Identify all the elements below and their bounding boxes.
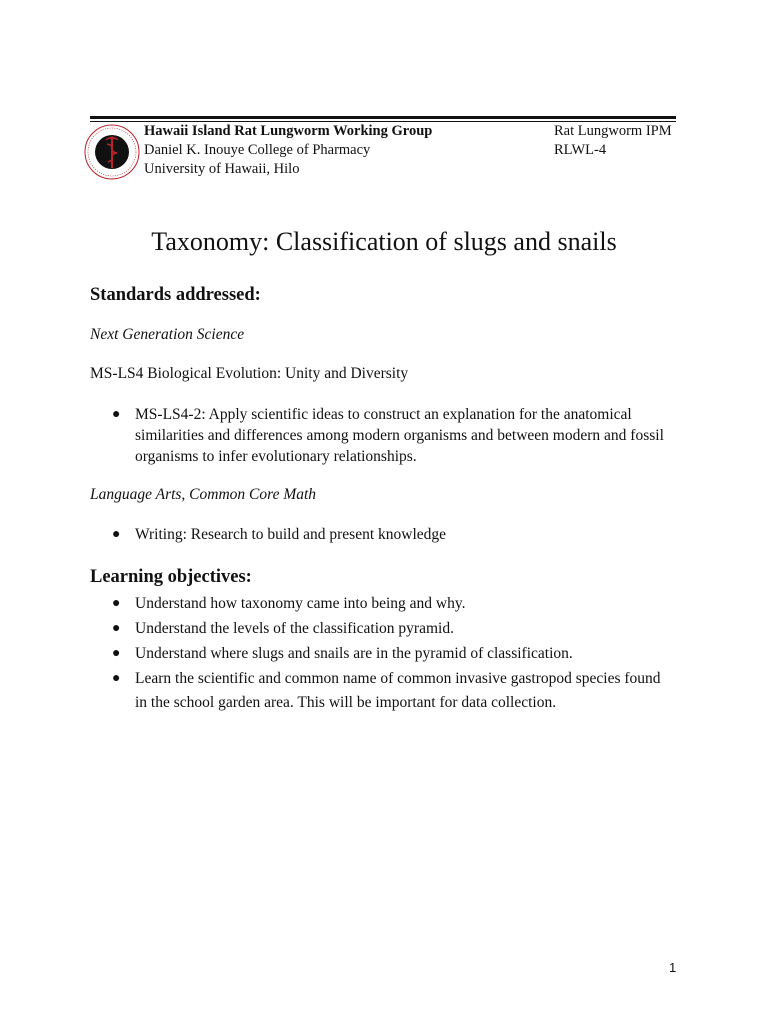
list-item-text: Understand where slugs and snails are in the pyramid of classification. bbox=[135, 645, 573, 662]
list-item bbox=[90, 524, 670, 545]
college-seal-icon bbox=[84, 124, 140, 180]
list-item-text: MS-LS4-2: Apply scientific ideas to construct an explanation for the anatomical similarities and differences among modern organisms and between modern and fossil organisms to infer evolutionary relationships. bbox=[135, 406, 664, 465]
page-title: Taxonomy: Classification of slugs and snails bbox=[151, 227, 617, 256]
list-item bbox=[90, 592, 670, 616]
list-item bbox=[90, 667, 670, 715]
objectives-list bbox=[90, 592, 670, 716]
page-number: 1 bbox=[669, 960, 677, 975]
bullet-icon: ● bbox=[112, 596, 121, 611]
bullet-icon: ● bbox=[112, 646, 121, 661]
language-arts-label: Language Arts, Common Core Math bbox=[90, 486, 317, 503]
ls4-line: MS-LS4 Biological Evolution: Unity and Diversity bbox=[90, 365, 409, 382]
list-item-text: Writing: Research to build and present knowledge bbox=[135, 526, 447, 543]
standards-heading: Standards addressed: bbox=[90, 285, 261, 305]
org-name: Hawaii Island Rat Lungworm Working Group bbox=[144, 123, 433, 139]
ls4-bullet-list bbox=[90, 404, 670, 467]
list-item bbox=[90, 642, 670, 666]
objectives-heading: Learning objectives: bbox=[90, 567, 252, 587]
list-item-text: Understand how taxonomy came into being and why. bbox=[135, 595, 466, 612]
ngss-label: Next Generation Science bbox=[90, 326, 245, 343]
bullet-icon: ● bbox=[112, 671, 121, 686]
college-name: Daniel K. Inouye College of Pharmacy bbox=[144, 142, 371, 158]
list-item-text: Understand the levels of the classification pyramid. bbox=[135, 620, 454, 637]
list-item bbox=[90, 404, 670, 467]
list-item bbox=[90, 617, 670, 641]
bullet-icon: ● bbox=[112, 621, 121, 636]
list-item-text: Learn the scientific and common name of common invasive gastropod species found in the school garden area. This will be important for data collection. bbox=[135, 670, 661, 711]
language-bullet-list bbox=[90, 524, 670, 545]
bullet-icon: ● bbox=[112, 527, 121, 542]
document-code: RLWL-4 bbox=[554, 142, 607, 158]
bullet-icon: ● bbox=[112, 407, 121, 422]
header-left-block bbox=[144, 122, 432, 179]
university-name: University of Hawaii, Hilo bbox=[144, 161, 300, 177]
program-name: Rat Lungworm IPM bbox=[554, 123, 672, 139]
header-right-block bbox=[554, 122, 672, 160]
header-rule-thick bbox=[90, 116, 676, 119]
